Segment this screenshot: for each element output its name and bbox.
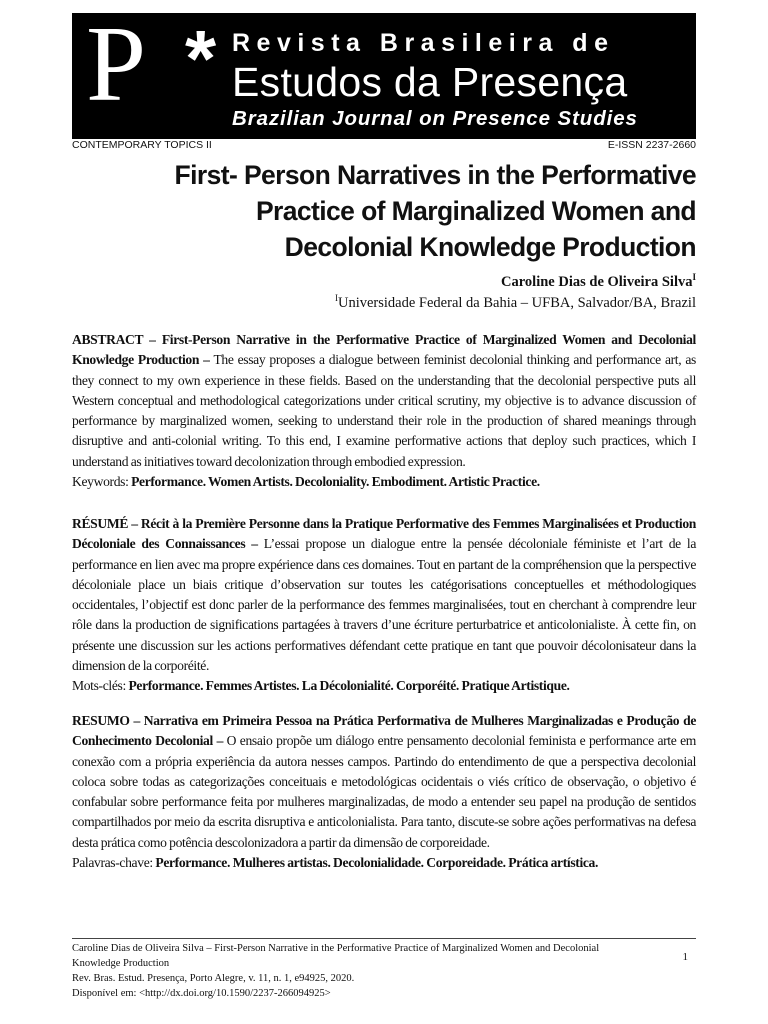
keywords: Performance. Women Artists. Decoloniality. Embodiment. Artistic Practice. <box>131 474 540 490</box>
abstract-heading: RÉSUMÉ – Récit à la Première Personne dans la Pratique Performative des Femmes Marginalisées et Production Décoloniale des Connaissances – <box>72 516 696 552</box>
issn-label: E-ISSN 2237-2660 <box>607 139 696 151</box>
title-line: First- Person Narratives in the Performative <box>174 160 696 190</box>
title-line: Practice of Marginalized Women and <box>255 196 696 226</box>
abstract-heading: RESUMO – Narrativa em Primeira Pessoa na Prática Performativa de Mulheres Marginalizadas e Produção de Conhecimento Decolonial – <box>72 713 696 749</box>
author-affiliation <box>335 295 696 312</box>
abstract-portuguese <box>72 711 696 873</box>
abstract-body: L’essai propose un dialogue entre la pensée décoloniale féministe et l’art de la performance en lien avec ma propre expérience dans ces domaines. Tout en partant de la compréhension que la perspective décoloniale place un biais critique d’observation sur toutes les catégorisations conceptuelles et méthodologiques occidentales, l’objectif est donc parler de la performance des femmes marginalisées, tout en cherchant à comprendre leur rôle dans la production de significations partagées à travers d’une écriture perturbatrice et anticolonialiste. À cette fin, on présente une discussion sur les actions performatives défendant cette pratique en tant que pouvoir décolonisateur dans la dimension de la corporéité. <box>72 536 697 674</box>
abstract-body: O ensaio propõe um diálogo entre pensamento decolonial feminista e performance arte em conexão com a própria experiência da autora nesses campos. Partindo do entendimento de que a perspectiva decolonial coloca sobre todas as categorizações conceituais e metodológicas ocidentais o viés crítico de observação, o objetivo é confabular sobre performance feita por mulheres marginalizadas, de modo a entender seu papel na produção de sentidos compartilhados por meio da escrita disruptiva e anticolonialista. Para tanto, discute-se sobre ações performativas na defesa desta prática como potência descolonizadora a partir da dimensão de corporeidade. <box>72 733 696 850</box>
keywords-label: Mots-clés: <box>72 678 129 694</box>
journal-title-line2: Estudos da Presença <box>232 59 628 105</box>
page-footer <box>72 941 632 1001</box>
journal-title-line1: Revista Brasileira de <box>232 29 615 57</box>
abstract-english <box>72 330 696 492</box>
author-name <box>501 274 696 291</box>
footer-citation: Caroline Dias de Oliveira Silva – First-Person Narrative in the Performative Practice of Marginalized Women and Decolonial Knowledge Production <box>72 943 600 969</box>
article-title <box>96 157 696 265</box>
keywords: Performance. Mulheres artistas. Decolonialidade. Corporeidade. Prática artística. <box>155 855 599 871</box>
keywords-label: Palavras-chave: <box>72 855 156 871</box>
footer-journal: Rev. Bras. Estud. Presença, Porto Alegre, v. 11, n. 1, e94925, 2020. <box>72 973 355 984</box>
abstract-french <box>72 514 696 697</box>
keywords-label: Keywords: <box>72 474 132 490</box>
title-line: Decolonial Knowledge Production <box>284 232 696 262</box>
section-label: CONTEMPORARY TOPICS II <box>72 139 212 151</box>
page-number: 1 <box>682 951 688 963</box>
author-name-text: Caroline Dias de Oliveira Silva <box>501 274 693 290</box>
affiliation-sup: I <box>335 293 338 304</box>
journal-logo: P <box>86 5 147 124</box>
footer-doi: Disponível em: <http://dx.doi.org/10.1590/2237-266094925> <box>72 988 331 999</box>
affiliation-text: Universidade Federal da Bahia – UFBA, Salvador/BA, Brazil <box>338 295 696 311</box>
author-sup: I <box>692 272 696 283</box>
journal-logo-star: * <box>185 14 217 103</box>
keywords: Performance. Femmes Artistes. La Décolonialité. Corporéité. Pratique Artistique. <box>128 678 570 694</box>
journal-banner <box>72 5 696 139</box>
journal-title-line3: Brazilian Journal on Presence Studies <box>232 107 638 130</box>
footer-divider <box>72 938 696 939</box>
abstract-heading: ABSTRACT – First-Person Narrative in the Performative Practice of Marginalized Women and Decolonial Knowledge Production – <box>72 332 696 368</box>
abstract-body: The essay proposes a dialogue between feminist decolonial thinking and performance art, as they connect to my own experience in these fields. Based on the understanding that the decolonial perspective puts all Western conceptual and methodological categorizations under critical scrutiny, my objective is to advance discussion of performance by marginalized women, seeking to understand their role in the production of shared meanings through disruptive and anti-colonial writing. To this end, I examine performative actions that deploy such practices, which I understand as initiatives toward decolonization through embodied expression. <box>72 352 696 469</box>
